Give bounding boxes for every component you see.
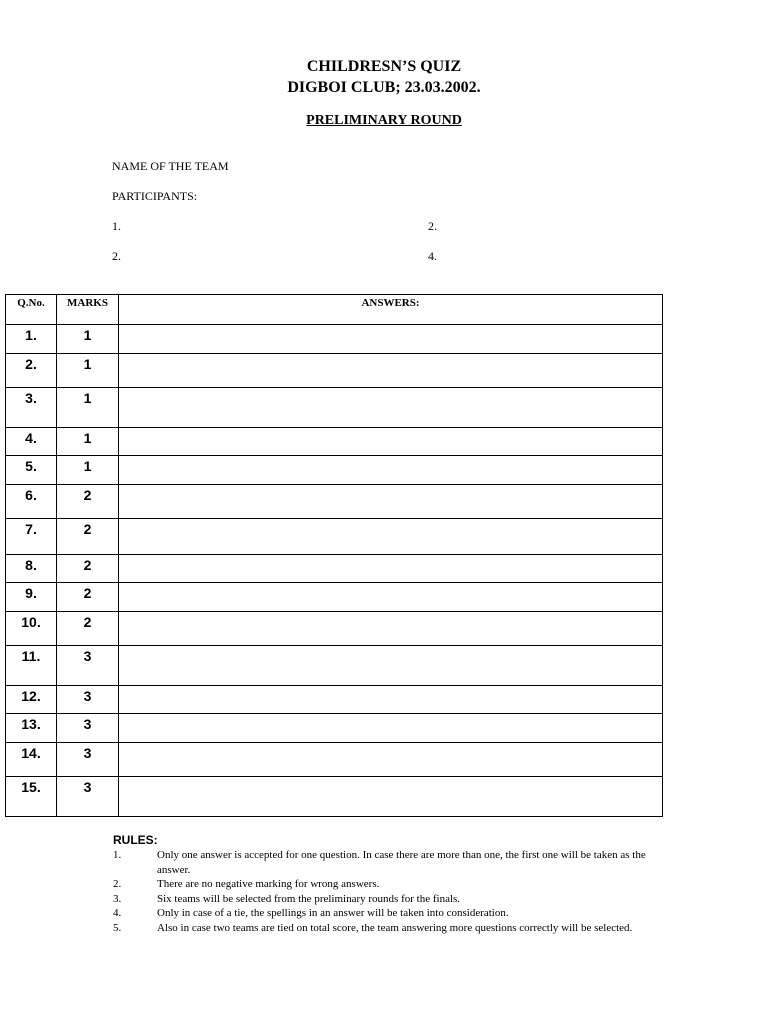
rule-text: Only in case of a tie, the spellings in an answer will be taken into consideration. <box>157 907 509 919</box>
answer-cell[interactable] <box>119 714 663 743</box>
round-heading <box>0 113 768 129</box>
answers-table <box>5 294 663 817</box>
table-row <box>6 485 663 519</box>
question-number: 7. <box>6 519 57 555</box>
table-row <box>6 428 663 456</box>
rule-text: Only one answer is accepted for one question. In case there are more than one, the first one will be taken as the answer. <box>157 849 646 876</box>
answers-header: ANSWERS: <box>119 295 663 325</box>
round-heading-text: PRELIMINARY ROUND <box>306 113 462 128</box>
participant-slot-3: 2. <box>112 249 121 263</box>
team-name-label: NAME OF THE TEAM <box>112 159 229 173</box>
table-header-row <box>6 295 663 325</box>
table-row <box>6 646 663 686</box>
question-marks: 3 <box>57 777 119 817</box>
question-number: 15. <box>6 777 57 817</box>
question-marks: 2 <box>57 612 119 646</box>
table-row <box>6 714 663 743</box>
answer-cell[interactable] <box>119 612 663 646</box>
question-number: 13. <box>6 714 57 743</box>
question-number: 1. <box>6 325 57 354</box>
question-marks: 3 <box>57 714 119 743</box>
answer-cell[interactable] <box>119 325 663 354</box>
rule-number: 3. <box>113 892 122 905</box>
question-number: 6. <box>6 485 57 519</box>
rules-section <box>113 833 658 935</box>
quiz-venue-date: DIGBOI CLUB; 23.03.2002. <box>287 79 481 96</box>
rule-number: 4. <box>113 907 122 919</box>
answer-cell[interactable] <box>119 428 663 456</box>
rule-item <box>113 892 658 907</box>
question-number: 4. <box>6 428 57 456</box>
rule-number: 5. <box>113 921 122 934</box>
question-marks: 2 <box>57 485 119 519</box>
answer-cell[interactable] <box>119 777 663 817</box>
question-marks: 2 <box>57 555 119 583</box>
question-number: 2. <box>6 354 57 388</box>
answer-cell[interactable] <box>119 388 663 428</box>
answer-cell[interactable] <box>119 743 663 777</box>
question-marks: 1 <box>57 354 119 388</box>
table-row <box>6 325 663 354</box>
rule-item <box>113 906 658 921</box>
question-marks: 1 <box>57 428 119 456</box>
table-row <box>6 686 663 714</box>
question-number: 5. <box>6 456 57 485</box>
table-row <box>6 388 663 428</box>
rule-number: 2. <box>113 878 122 890</box>
answer-cell[interactable] <box>119 456 663 485</box>
rule-item <box>113 921 658 936</box>
table-row <box>6 743 663 777</box>
marks-header: MARKS <box>57 295 119 325</box>
question-marks: 1 <box>57 325 119 354</box>
rule-text: Also in case two teams are tied on total score, the team answering more questions correctly will be selected. <box>157 921 633 934</box>
participant-slot-1: 1. <box>112 219 121 233</box>
table-row <box>6 555 663 583</box>
answer-cell[interactable] <box>119 555 663 583</box>
question-marks: 1 <box>57 388 119 428</box>
rule-item <box>113 877 658 892</box>
participant-slot-2: 2. <box>428 219 437 233</box>
question-number: 14. <box>6 743 57 777</box>
question-number: 12. <box>6 686 57 714</box>
participants-label: PARTICIPANTS: <box>112 189 198 203</box>
quiz-title: CHILDRESN’S QUIZ <box>306 58 462 75</box>
answer-cell[interactable] <box>119 354 663 388</box>
question-marks: 3 <box>57 743 119 777</box>
table-row <box>6 612 663 646</box>
question-marks: 3 <box>57 646 119 686</box>
question-marks: 3 <box>57 686 119 714</box>
table-row <box>6 456 663 485</box>
answer-cell[interactable] <box>119 485 663 519</box>
question-marks: 1 <box>57 456 119 485</box>
table-row <box>6 519 663 555</box>
rule-text: Six teams will be selected from the preliminary rounds for the finals. <box>157 892 461 905</box>
qno-header: Q.No. <box>6 295 57 325</box>
rule-text: There are no negative marking for wrong answers. <box>157 878 380 890</box>
question-number: 9. <box>6 583 57 612</box>
question-number: 10. <box>6 612 57 646</box>
answer-cell[interactable] <box>119 686 663 714</box>
answer-cell[interactable] <box>119 519 663 555</box>
rule-number: 1. <box>113 849 122 861</box>
question-number: 8. <box>6 555 57 583</box>
question-number: 11. <box>6 646 57 686</box>
table-row <box>6 777 663 817</box>
rules-title: RULES: <box>113 833 158 847</box>
question-marks: 2 <box>57 583 119 612</box>
answer-cell[interactable] <box>119 583 663 612</box>
table-row <box>6 354 663 388</box>
participant-slot-4: 4. <box>428 249 437 263</box>
rule-item <box>113 848 658 877</box>
question-marks: 2 <box>57 519 119 555</box>
question-number: 3. <box>6 388 57 428</box>
answer-cell[interactable] <box>119 646 663 686</box>
table-row <box>6 583 663 612</box>
